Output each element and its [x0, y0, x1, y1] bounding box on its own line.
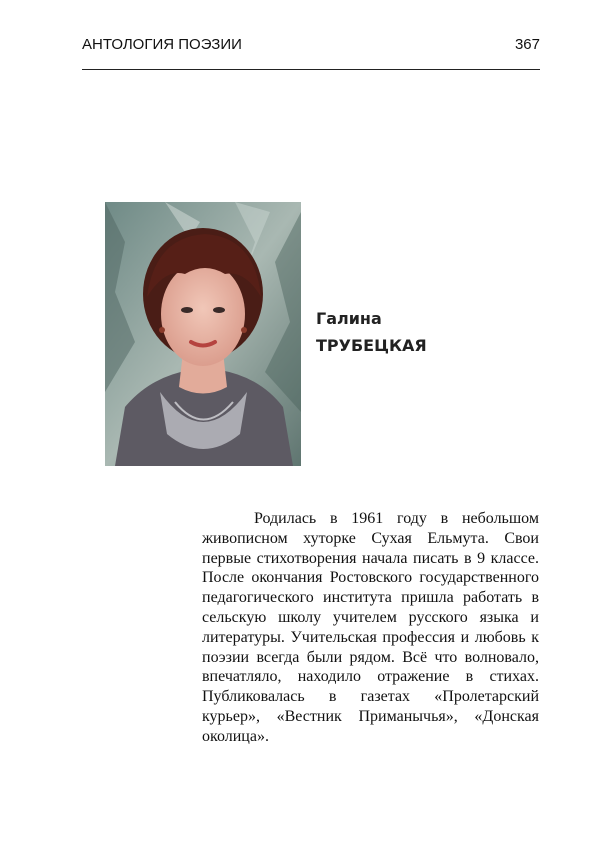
header-title: АНТОЛОГИЯ ПОЭЗИИ: [82, 36, 242, 53]
author-first-name: Галина: [316, 309, 382, 328]
author-last-name: ТРУБЕЦКАЯ: [316, 336, 427, 355]
running-header: [82, 36, 540, 53]
bio-paragraph: Родилась в 1961 году в небольшом живописном хуторке Сухая Ельмута. Свои первые стихотворения начала писать в 9 классе. После окончания Ростовского государственного педагогического института пришла работать в сельскую школу учителем русского языка и литературы. Учительская профессия и любовь к поэзии всегда были рядом. Всё что волновало, впечатляло, находило отражение в стихах. Публиковалась в газетах «Пролетарский курьер», «Вестник Приманычья», «Донская околица».: [202, 510, 539, 745]
author-name: [316, 305, 427, 359]
page-number: 367: [514, 36, 540, 53]
header-divider: [82, 69, 540, 70]
author-biography: [202, 509, 539, 747]
author-portrait-photo: [105, 202, 301, 466]
